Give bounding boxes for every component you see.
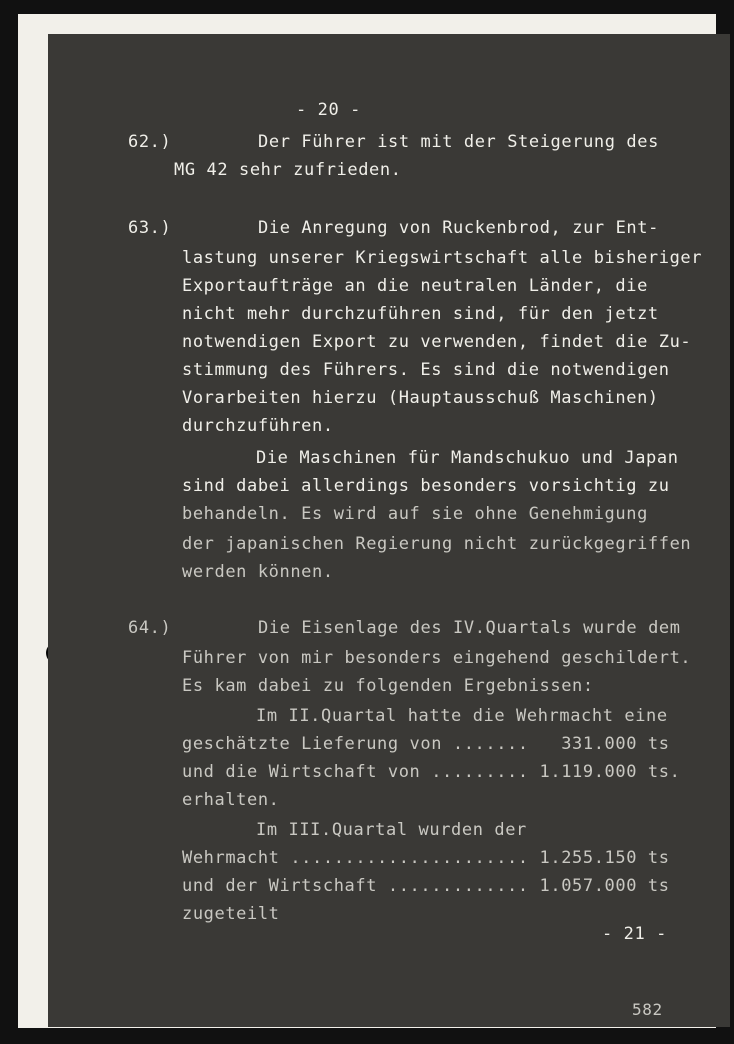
text-line: stimmung des Führers. Es sind die notwendigen bbox=[182, 360, 670, 380]
text-line: werden können. bbox=[182, 562, 334, 582]
text-line: Im II.Quartal hatte die Wehrmacht eine bbox=[256, 706, 668, 726]
text-line: Im III.Quartal wurden der bbox=[256, 820, 527, 840]
page-header: - 20 - bbox=[296, 100, 362, 120]
paper-sheet bbox=[18, 14, 716, 1028]
text-line: 64.) Die Eisenlage des IV.Quartals wurde dem bbox=[128, 618, 681, 638]
text-line: und der Wirtschaft ............. 1.057.000 ts bbox=[182, 876, 670, 896]
text-line: 63.) Die Anregung von Ruckenbrod, zur Ent- bbox=[128, 218, 659, 238]
text-line: Exportaufträge an die neutralen Länder, die bbox=[182, 276, 648, 296]
text-line: zugeteilt bbox=[182, 904, 280, 924]
text-line: durchzuführen. bbox=[182, 416, 334, 436]
text-line: Vorarbeiten hierzu (Hauptausschuß Maschinen) bbox=[182, 388, 659, 408]
text-line: sind dabei allerdings besonders vorsichtig zu bbox=[182, 476, 670, 496]
text-line: lastung unserer Kriegswirtschaft alle bisheriger bbox=[182, 248, 703, 268]
text-line: erhalten. bbox=[182, 790, 280, 810]
text-line: notwendigen Export zu verwenden, findet die Zu- bbox=[182, 332, 692, 352]
stamp-number: 582 bbox=[632, 1000, 663, 1019]
text-line: behandeln. Es wird auf sie ohne Genehmigung bbox=[182, 504, 648, 524]
text-line: Führer von mir besonders eingehend geschildert. bbox=[182, 648, 692, 668]
text-line: Die Maschinen für Mandschukuo und Japan bbox=[256, 448, 679, 468]
text-line: 62.) Der Führer ist mit der Steigerung des bbox=[128, 132, 659, 152]
page-footer-next: - 21 - bbox=[602, 924, 668, 944]
text-line: der japanischen Regierung nicht zurückgegriffen bbox=[182, 534, 692, 554]
text-line: nicht mehr durchzuführen sind, für den jetzt bbox=[182, 304, 659, 324]
document-photo bbox=[48, 34, 730, 1027]
text-line: Wehrmacht ...................... 1.255.150 ts bbox=[182, 848, 670, 868]
text-line: Es kam dabei zu folgenden Ergebnissen: bbox=[182, 676, 594, 696]
text-line: und die Wirtschaft von ......... 1.119.000 ts. bbox=[182, 762, 681, 782]
text-line: geschätzte Lieferung von ....... 331.000 ts bbox=[182, 734, 670, 754]
text-line: MG 42 sehr zufrieden. bbox=[174, 160, 402, 180]
